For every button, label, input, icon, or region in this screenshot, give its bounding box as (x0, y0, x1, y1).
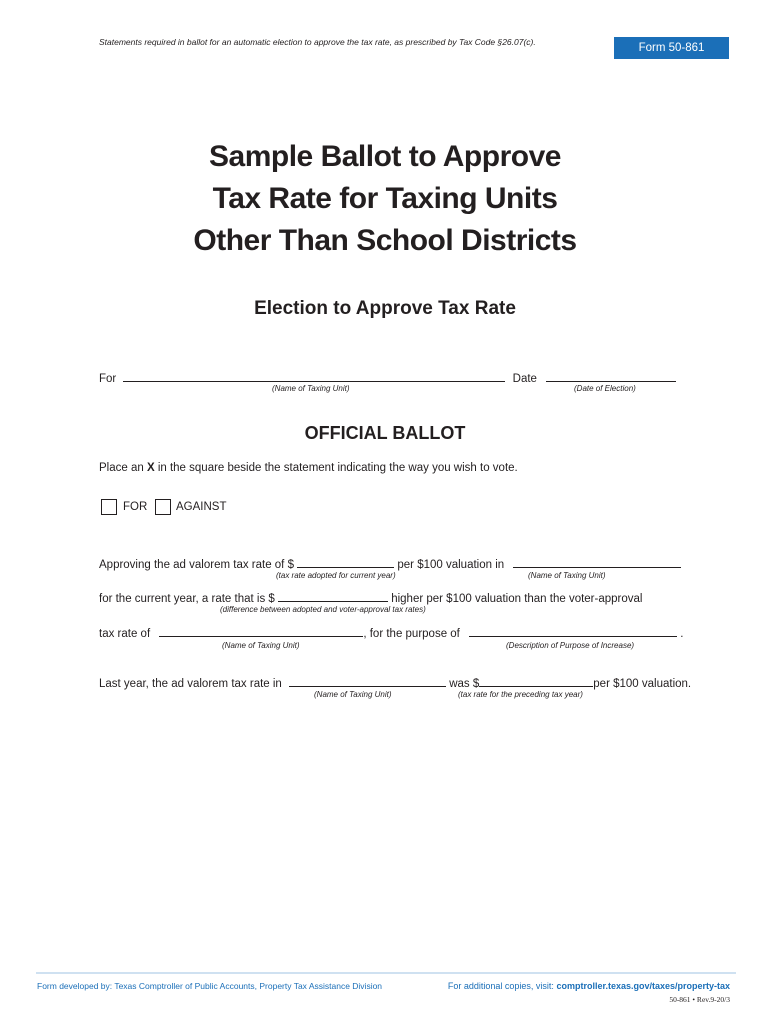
statement-line-2 (99, 590, 642, 605)
footer-developed-by: Form developed by: Texas Comptroller of Public Accounts, Property Tax Assistance Division (37, 981, 383, 991)
against-choice-label: AGAINST (176, 501, 227, 513)
statement-l1-a: Approving the ad valorem tax rate of $ (99, 559, 294, 571)
election-date-field[interactable] (546, 370, 676, 382)
form-number-badge: Form 50-861 (614, 37, 729, 59)
taxing-unit-field-1[interactable] (513, 556, 681, 568)
official-ballot-heading: OFFICIAL BALLOT (304, 423, 466, 443)
date-label: Date (512, 373, 537, 385)
page-title (0, 136, 770, 262)
statement-line-4 (99, 675, 691, 690)
prior-rate-field[interactable] (479, 675, 593, 687)
statement-l4-a: Last year, the ad valorem tax rate in (99, 678, 282, 690)
statement-l4-b: was $ (449, 678, 480, 690)
adopted-rate-caption: (tax rate adopted for current year) (276, 571, 396, 580)
instruction-mark: X (146, 462, 155, 474)
taxing-unit-field-2[interactable] (159, 625, 363, 637)
taxing-unit-field-3[interactable] (289, 675, 446, 687)
rate-difference-field[interactable] (278, 590, 388, 602)
for-choice-label: FOR (123, 501, 148, 513)
instruction-after: in the square beside the statement indicating the way you wish to vote. (154, 462, 518, 474)
adopted-rate-field[interactable] (297, 556, 394, 568)
for-label: For (99, 373, 117, 385)
footer-copies-link[interactable]: comptroller.texas.gov/taxes/property-tax (556, 981, 730, 991)
against-checkbox[interactable] (155, 499, 171, 515)
statement-l1-b: per $100 valuation in (397, 559, 505, 571)
statement-l4-c: per $100 valuation. (593, 678, 692, 690)
footer-copies-prefix: For additional copies, visit: (447, 981, 557, 991)
purpose-field[interactable] (469, 625, 677, 637)
instruction-before: Place an (99, 462, 147, 474)
for-line (99, 370, 676, 385)
footer-divider (36, 972, 736, 974)
title-line-2: Tax Rate for Taxing Units (212, 182, 558, 215)
statement-l2-a: for the current year, a rate that is $ (99, 593, 275, 605)
for-checkbox[interactable] (101, 499, 117, 515)
revision-number: 50-861 • Rev.9-20/3 (669, 995, 730, 1004)
statement-line-3 (99, 625, 684, 640)
instruction-text (99, 462, 518, 474)
footer-copies (441, 981, 730, 991)
statement-line-1 (99, 556, 681, 571)
statement-l3-a: tax rate of (99, 628, 151, 640)
section-subtitle: Election to Approve Tax Rate (254, 298, 516, 319)
prior-rate-caption: (tax rate for the preceding tax year) (458, 690, 583, 699)
taxing-unit-caption-3: (Name of Taxing Unit) (314, 690, 392, 699)
rate-difference-caption: (difference between adopted and voter-approval tax rates) (220, 605, 426, 614)
purpose-caption: (Description of Purpose of Increase) (506, 641, 635, 650)
statement-l2-b: higher per $100 valuation than the voter-approval (391, 593, 643, 605)
statement-l3-b: , for the purpose of (363, 628, 460, 640)
title-line-1: Sample Ballot to Approve (209, 140, 561, 173)
title-line-3: Other Than School Districts (193, 224, 577, 257)
statement-l3-c: . (680, 628, 684, 640)
taxing-unit-caption-2: (Name of Taxing Unit) (222, 641, 300, 650)
name-caption: (Name of Taxing Unit) (272, 384, 350, 393)
header-note: Statements required in ballot for an automatic election to approve the tax rate, as prescribed by Tax Code §26.07(c). (99, 37, 536, 47)
date-caption: (Date of Election) (574, 384, 636, 393)
taxing-unit-name-field[interactable] (123, 370, 505, 382)
taxing-unit-caption-1: (Name of Taxing Unit) (528, 571, 606, 580)
